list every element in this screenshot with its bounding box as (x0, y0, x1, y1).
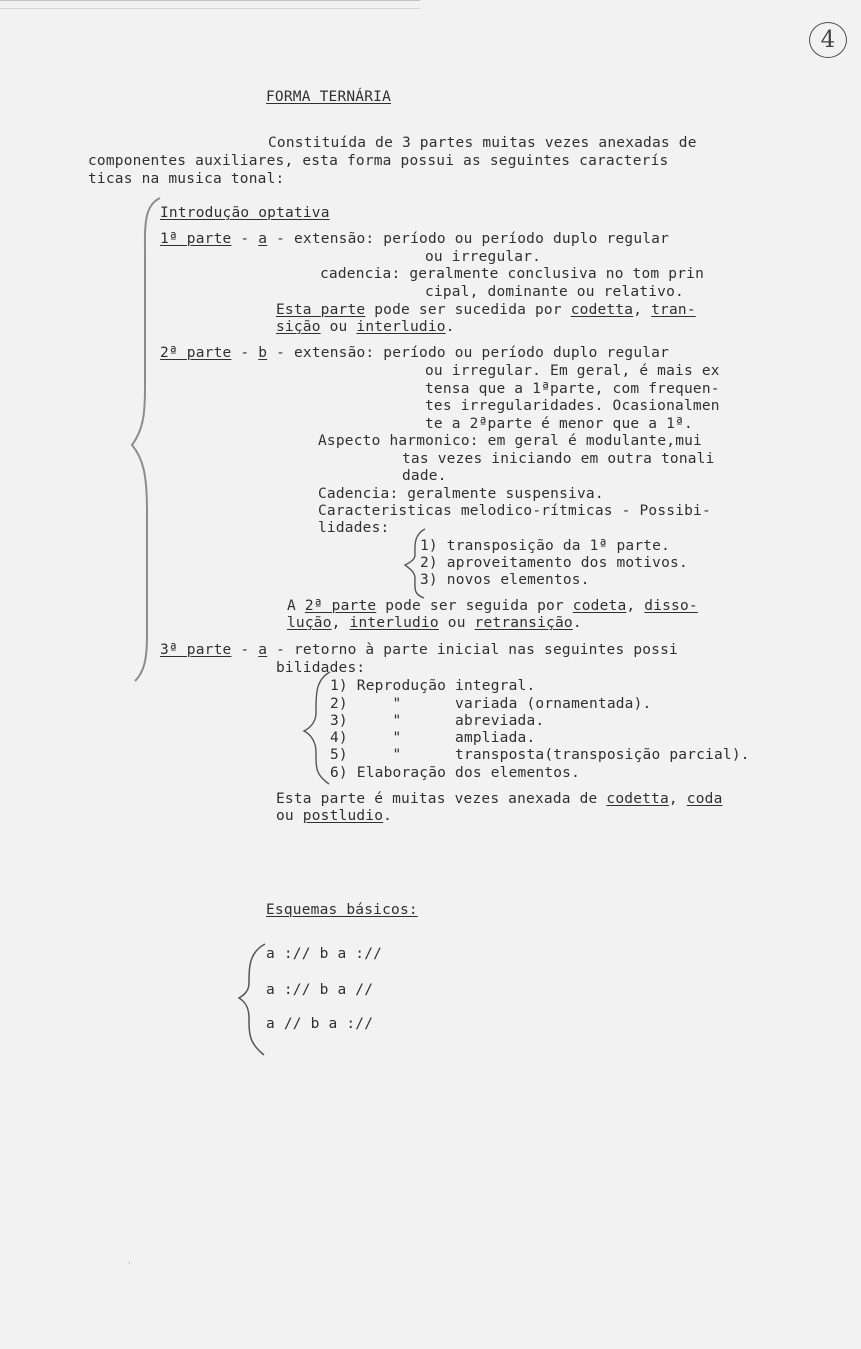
part-2-interlude: interludio (349, 615, 439, 631)
part-2-label: 2ª parte (160, 345, 232, 361)
part-2-extension-line-3: tensa que a 1ªparte, com frequen- (425, 381, 720, 397)
part-1-heading-line (160, 231, 669, 248)
part-1-follow-mid: pode ser sucedida por (365, 302, 571, 318)
basic-schemes-heading: Esquemas básicos: (266, 902, 418, 918)
part-1-codetta: codetta (570, 302, 634, 318)
part-2-follow-line-1 (287, 598, 698, 615)
part-1-cadence-line (320, 266, 704, 283)
part-2-letter: b (258, 345, 268, 361)
optional-introduction: Introdução optativa (160, 205, 330, 221)
part-1-cadence-line-2: cipal, dominante ou relativo. (425, 284, 684, 300)
part-1-follow-line-1 (276, 302, 696, 319)
part-2-harmonic-line-2: tas vezes iniciando em outra tonali (402, 451, 715, 467)
part-3-follow-line-1 (276, 791, 723, 808)
part-3-possibility-1: 1) Reprodução integral. (330, 678, 536, 694)
basic-scheme-2: a :// b a // (266, 982, 374, 998)
part-3-return-line-2: bilidades: (276, 660, 366, 676)
basic-scheme-3: a // b a :// (266, 1016, 374, 1032)
part-1-label: 1ª parte (160, 231, 232, 247)
part-3-possibility-5: 5) " transposta(transposição parcial). (330, 747, 750, 763)
part-1-transition-line-2: sição (276, 319, 321, 335)
part-3-coda: coda (686, 791, 723, 807)
document-title: FORMA TERNÁRIA (266, 89, 392, 105)
part-3-possibilities-brace (304, 672, 330, 784)
small-paper-mark: ˯ (128, 1255, 133, 1264)
intro-line-1: Constituída de 3 partes muitas vezes anexadas de (268, 135, 697, 151)
part-3-heading-line (160, 642, 678, 659)
part-3-possibility-2: 2) " variada (ornamentada). (330, 696, 652, 712)
part-3-follow-line-2 (276, 808, 392, 825)
part-1-follow-comma: , (633, 302, 652, 318)
part-2-extension-line-5: te a 2ªparte é menor que a 1ª. (425, 416, 693, 432)
part-3-possibility-4: 4) " ampliada. (330, 730, 536, 746)
part-3-dash: - (240, 642, 259, 658)
intro-line-3: ticas na musica tonal: (88, 171, 285, 187)
part-2-dissolution-line-2: lução (287, 615, 332, 631)
part-1-transition-line-1: tran- (651, 302, 696, 318)
part-2-harmonic-line-1: Aspecto harmonico: em geral é modulante,mui (318, 433, 702, 449)
page-number: 4 (809, 22, 847, 58)
part-3-return-line-1: - retorno à parte inicial nas seguintes possi (267, 642, 678, 658)
part-2-follow-end: . (572, 615, 582, 631)
part-3-codetta: codetta (606, 791, 669, 807)
part-1-interlude: interludio (356, 319, 446, 335)
part-2-follow-line-2 (287, 615, 582, 632)
part-2-possibility-3: 3) novos elementos. (420, 572, 590, 588)
part-1-follow-end: . (445, 319, 455, 335)
part-1-extension-line-2: ou irregular. (425, 249, 542, 265)
main-part-brace (132, 198, 160, 681)
part-2-melodic-line-2: lidades: (318, 520, 390, 536)
part-2-extension-line-1: - extensão: período ou período duplo regular (267, 345, 670, 361)
part-2-follow-mid: pode ser seguida por (376, 598, 573, 614)
part-3-postlude: postludio (302, 808, 384, 824)
part-2-dash: - (240, 345, 259, 361)
part-1-dash: - (240, 231, 259, 247)
part-3-possibility-6: 6) Elaboração dos elementos. (330, 765, 581, 781)
part-2-follow-comma-2: , (331, 615, 350, 631)
part-3-possibility-3: 3) " abreviada. (330, 713, 545, 729)
basic-scheme-1: a :// b a :// (266, 946, 383, 962)
part-2-codeta: codeta (572, 598, 627, 614)
part-2-retransition: retransição (474, 615, 573, 631)
part-2-follow-or: ou (438, 615, 475, 631)
part-3-follow-start: Esta parte é muitas vezes anexada de (276, 791, 607, 807)
part-1-follow-start: Esta parte (276, 302, 366, 318)
part-2-cadence: Cadencia: geralmente suspensiva. (318, 486, 604, 502)
part-3-follow-line-2-start: ou (276, 808, 303, 824)
part-1-cadence-label: cadencia: (320, 266, 410, 282)
part-2-dissolution-line-1: disso- (644, 598, 698, 614)
part-3-follow-end: . (383, 808, 393, 824)
part-2-heading-line (160, 345, 669, 362)
part-2-melodic-line-1: Caracteristicas melodico-rítmicas - Possibi- (318, 503, 711, 519)
part-1-follow-line-2 (276, 319, 455, 336)
part-2-follow-comma: , (626, 598, 645, 614)
part-1-follow-or: ou (320, 319, 357, 335)
part-2-follow-start: A (287, 598, 305, 614)
part-2-extension-line-4: tes irregularidades. Ocasionalmen (425, 398, 720, 414)
part-2-follow-part: 2ª parte (304, 598, 377, 614)
basic-schemes-brace (239, 944, 265, 1055)
paper-top-edge (0, 0, 420, 9)
part-2-possibility-2: 2) aproveitamento dos motivos. (420, 555, 688, 571)
part-3-label: 3ª parte (160, 642, 232, 658)
part-3-letter: a (258, 642, 268, 658)
part-2-harmonic-line-3: dade. (402, 468, 447, 484)
part-2-possibility-1: 1) transposição da 1ª parte. (420, 538, 671, 554)
intro-line-2: componentes auxiliares, esta forma possui as seguintes caracterís (88, 153, 669, 169)
part-2-extension-line-2: ou irregular. Em geral, é mais ex (425, 363, 720, 379)
part-3-follow-comma: , (668, 791, 687, 807)
part-1-letter: a (258, 231, 268, 247)
part-1-cadence-line-1: geralmente conclusiva no tom prin (409, 266, 704, 282)
part-1-extension-line-1: - extensão: período ou período duplo regular (267, 231, 670, 247)
